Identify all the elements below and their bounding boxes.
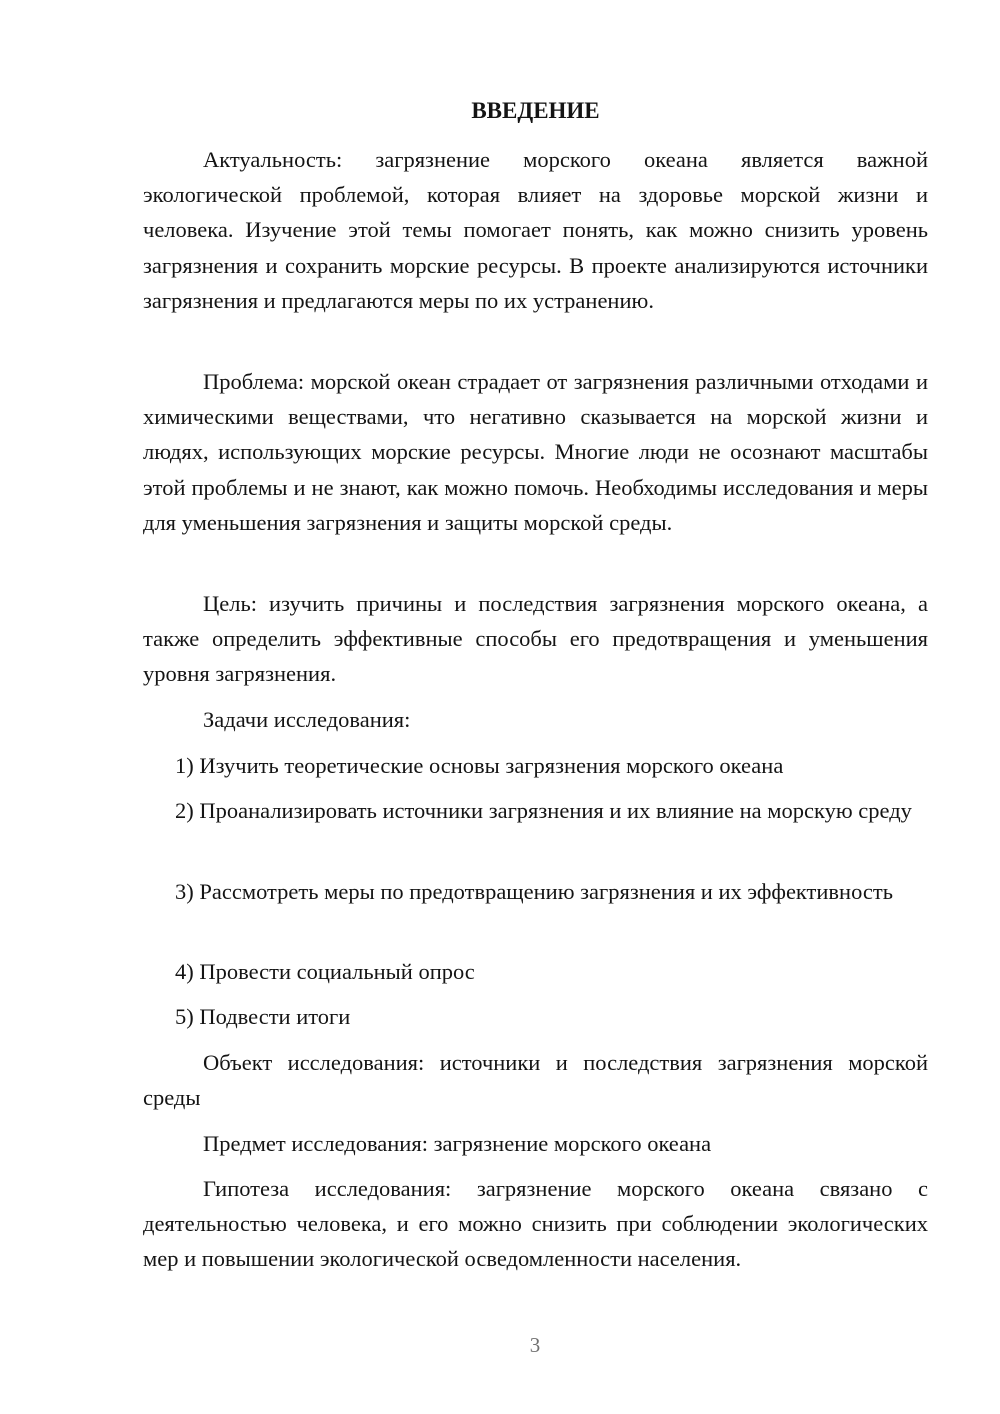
tasks-title: Задачи исследования: [203, 707, 411, 732]
relevance-paragraph: Актуальность: загрязнение морского океана является важной экологической проблемой, которая влияет на здоровье морской жизни и человека. Изучение этой темы помогает понять, как можно снизить уровень загрязнения и сохранить морские ресурсы. В проекте анализируются источники загрязнения и предлагаются меры по их устранению. [143, 147, 928, 313]
task-item-1: 1) Изучить теоретические основы загрязнения морского океана [175, 753, 784, 778]
object-paragraph: Объект исследования: источники и последствия загрязнения морской среды [143, 1050, 928, 1111]
goal-paragraph: Цель: изучить причины и последствия загрязнения морского океана, а также определить эффективные способы его предотвращения и уменьшения уровня загрязнения. [143, 591, 928, 687]
subject-paragraph: Предмет исследования: загрязнение морского океана [203, 1131, 712, 1156]
page-number: 3 [529, 1333, 541, 1357]
task-item-5: 5) Подвести итоги [175, 1004, 351, 1029]
section-heading: ВВЕДЕНИЕ [471, 98, 600, 123]
problem-paragraph: Проблема: морской океан страдает от загрязнения различными отходами и химическими веществами, что негативно сказывается на морской жизни и людях, использующих морские ресурсы. Многие люди не осознают масштабы этой проблемы и не знают, как можно помочь. Необходимы исследования и меры для уменьшения загрязнения и защиты морской среды. [143, 369, 928, 535]
task-item-3: 3) Рассмотреть меры по предотвращению загрязнения и их эффективность [175, 879, 893, 904]
hypothesis-paragraph: Гипотеза исследования: загрязнение морского океана связано с деятельностью человека, и его можно снизить при соблюдении экологических мер и повышении экологической осведомленности населения. [143, 1176, 928, 1272]
task-item-2: 2) Проанализировать источники загрязнения и их влияние на морскую среду [175, 798, 912, 823]
task-item-4: 4) Провести социальный опрос [175, 959, 475, 984]
